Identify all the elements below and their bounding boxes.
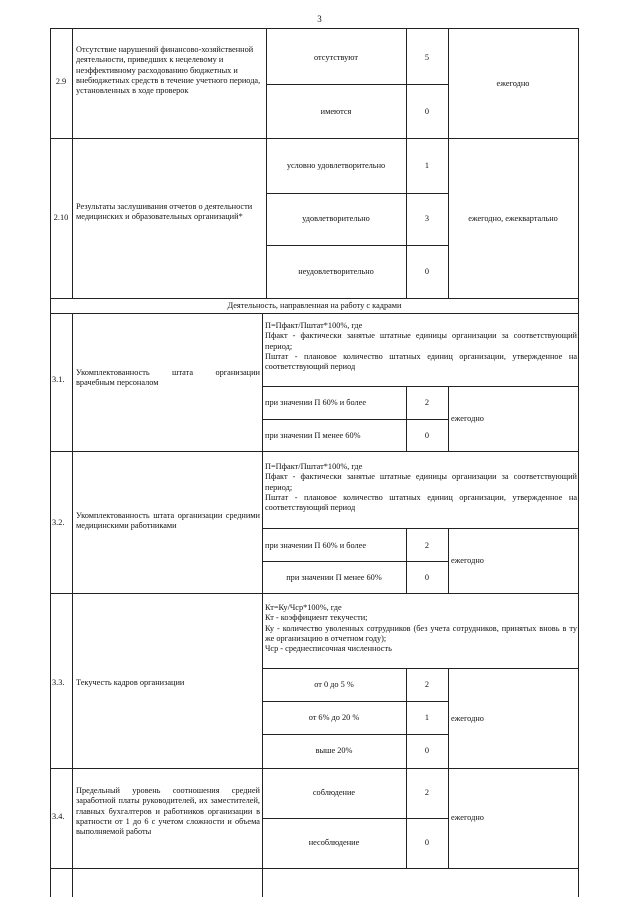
- formula-line: Пфакт - фактически занятые штатные единицы организации за соответствующий период;: [265, 472, 577, 492]
- option-label: от 0 до 5 %: [314, 680, 354, 689]
- option-points: 1: [424, 713, 430, 722]
- criterion-title: Отсутствие нарушений финансово-хозяйственной деятельности, приведших к нецелевому и неэффективному расходованию бюджетных и внебюджетных средств в течение учетного периода, установленных в ходе проверок: [76, 45, 261, 96]
- option-points: 0: [424, 573, 430, 582]
- option-label: неудовлетворительно: [298, 267, 374, 276]
- period: ежегодно: [451, 813, 484, 822]
- option-points: 5: [424, 53, 430, 62]
- formula-line: Кт - коэффициент текучести;: [265, 613, 368, 623]
- formula-line: П=Пфакт/Пштат*100%, где: [265, 321, 363, 330]
- option-label: соблюдение: [312, 788, 356, 797]
- row-number: 3.3.: [52, 678, 65, 687]
- period: ежегодно: [451, 414, 484, 423]
- option-points: 0: [424, 838, 430, 847]
- option-points: 0: [424, 746, 430, 755]
- formula-line: Пфакт - фактически занятые штатные единицы организации за соответствующий период;: [265, 331, 577, 351]
- option-points: 0: [424, 431, 430, 440]
- option-label: удовлетворительно: [302, 214, 370, 223]
- option-label: выше 20%: [315, 746, 353, 755]
- formula-line: Кт=Ку/Чср*100%, где: [265, 603, 342, 612]
- option-label: от 6% до 20 %: [308, 713, 360, 722]
- option-label: при значении П менее 60%: [286, 573, 382, 582]
- page-number: 3: [317, 14, 322, 24]
- option-points: 2: [424, 680, 430, 689]
- option-label: имеются: [320, 107, 352, 116]
- period: ежегодно: [451, 556, 484, 565]
- option-label: при значении П 60% и более: [265, 541, 367, 550]
- option-label: несоблюдение: [308, 838, 360, 847]
- row-number: 2.9: [55, 77, 67, 86]
- option-label: отсутствуют: [313, 53, 359, 62]
- formula-line: П=Пфакт/Пштат*100%, где: [265, 462, 363, 471]
- criterion-title: Укомплектованность штата организации средними медицинскими работниками: [76, 511, 260, 531]
- formula-block: [265, 321, 577, 372]
- formula-line: Ку - количество уволенных сотрудников (без учета сотрудников, принятых вновь в ту же организацию в отчетном году);: [265, 623, 577, 643]
- formula-line: Пштат - плановое количество штатных единиц организации, утвержденное на соответствующий период: [265, 492, 577, 513]
- option-points: 1: [424, 161, 430, 170]
- criterion-title: Результаты заслушивания отчетов о деятельности медицинских и образовательных организаций*: [76, 202, 253, 222]
- period: ежегодно: [451, 714, 484, 723]
- option-label: условно удовлетворительно: [286, 161, 386, 170]
- formula-line: Чср - среднесписочная численность: [265, 644, 392, 654]
- formula-line: Пштат - плановое количество штатных единиц организации, утвержденное на соответствующий период: [265, 351, 577, 372]
- formula-block: [265, 603, 577, 654]
- criterion-title: Предельный уровень соотношения средней заработной платы руководителей, их заместителей, главных бухгалтеров и работников организации в кратности от 1 до 6 с учетом сложности и объема выполняемой работы: [76, 786, 260, 837]
- row-number: 3.4.: [52, 812, 65, 821]
- row-number: 3.2.: [52, 518, 65, 527]
- criterion-title: Укомплектованность штата организации врачебным персоналом: [76, 368, 260, 388]
- option-label: при значении П менее 60%: [265, 431, 361, 440]
- option-points: 0: [424, 267, 430, 276]
- row-number: 3.1.: [52, 375, 65, 384]
- formula-block: [265, 462, 577, 513]
- criterion-title: Текучесть кадров организации: [76, 678, 185, 687]
- period: ежегодно, ежеквартально: [468, 214, 558, 223]
- row-number: 2.10: [53, 213, 69, 222]
- option-points: 0: [424, 107, 430, 116]
- option-points: 2: [424, 788, 430, 797]
- period: ежегодно: [496, 79, 530, 88]
- option-points: 2: [424, 541, 430, 550]
- option-points: 2: [424, 398, 430, 407]
- option-label: при значении П 60% и более: [265, 398, 367, 407]
- option-points: 3: [424, 214, 430, 223]
- section-header: Деятельность, направленная на работу с кадрами: [227, 301, 402, 310]
